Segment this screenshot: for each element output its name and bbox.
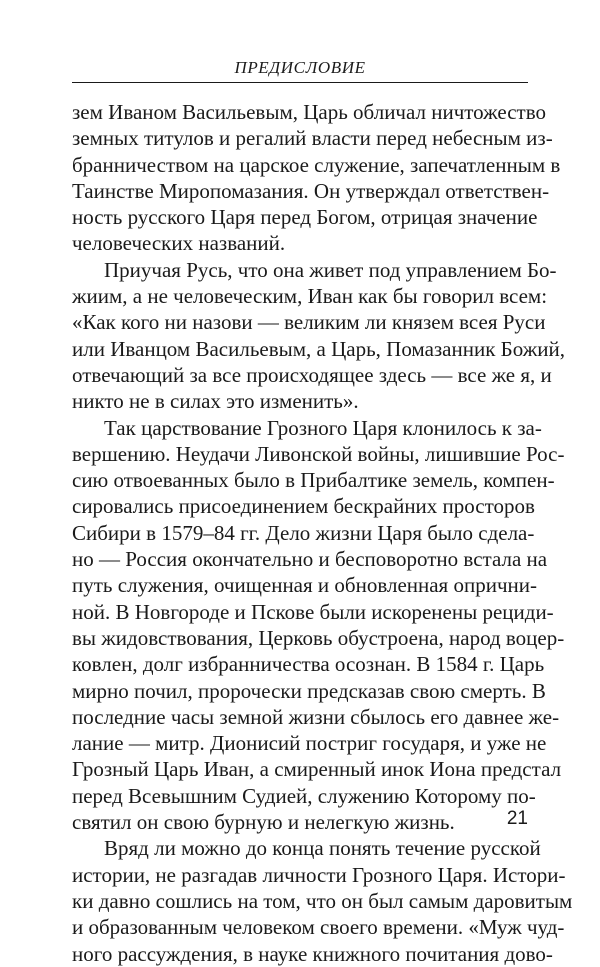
text-line: но — Россия окончательно и бесповоротно встала на xyxy=(72,547,548,572)
text-line: вершению. Неудачи Ливонской войны, лишившие Рос- xyxy=(72,441,565,466)
text-line: мирно почил, пророчески предсказав свою смерть. В xyxy=(72,678,546,703)
text-line: последние часы земной жизни сбылось его давнее же- xyxy=(72,704,560,729)
text-line: ки давно сошлись на том, что он был самым даровитым xyxy=(72,888,573,913)
text-line: вы жидовствования, Церковь обустроена, народ воцер- xyxy=(72,625,565,650)
text-line: никто не в силах это изменить». xyxy=(72,389,359,414)
text-line: путь служения, очищенная и обновленная опрични- xyxy=(72,573,537,598)
text-line: истории, не разгадав личности Грозного Царя. Истори- xyxy=(72,862,566,887)
header-rule xyxy=(72,82,528,83)
text-line: человеческих названий. xyxy=(72,231,286,256)
text-line: святил он свою бурную и нелегкую жизнь. xyxy=(72,810,455,835)
text-line: ковлен, долг избранничества осознан. В 1584 г. Царь xyxy=(72,652,545,677)
text-line: бранничеством на царское служение, запечатленным в xyxy=(72,152,561,177)
text-line: жиим, а не человеческим, Иван как бы говорил всем: xyxy=(72,284,548,309)
text-line: Приучая Русь, что она живет под управлением Бо- xyxy=(104,257,557,282)
text-line: сировались присоединением бескрайних просторов xyxy=(72,494,535,519)
text-line: и образованным человеком своего времени. «Муж чуд- xyxy=(72,915,565,940)
text-line: отвечающий за все происходящее здесь — все же я, и xyxy=(72,362,552,387)
text-line: лание — митр. Дионисий постриг государя, и уже не xyxy=(72,731,547,756)
text-line: Грозный Царь Иван, а смиренный инок Иона предстал xyxy=(72,757,562,782)
text-line: перед Всевышним Судией, служению Которому по- xyxy=(72,783,536,808)
body-text xyxy=(72,99,573,967)
text-line: ность русского Царя перед Богом, отрицая значение xyxy=(72,205,538,230)
running-title: ПРЕДИСЛОВИЕ xyxy=(234,58,366,77)
text-line: ного рассуждения, в науке книжного почитания дово- xyxy=(72,941,553,966)
paragraph-2 xyxy=(72,257,565,415)
text-line: «Как кого ни назови — великим ли князем всея Руси xyxy=(72,310,546,335)
text-line: зем Иваном Васильевым, Царь обличал ничтожество xyxy=(72,100,546,124)
text-line: ной. В Новгороде и Пскове были искоренены рециди- xyxy=(72,599,554,624)
paragraph-3 xyxy=(72,415,565,836)
text-line: Так царствование Грозного Царя клонилось к за- xyxy=(104,415,542,440)
text-line: или Иванцом Васильевым, а Царь, Помазанник Божий, xyxy=(72,336,565,361)
text-line: Сибири в 1579–84 гг. Дело жизни Царя было сдела- xyxy=(72,520,535,545)
text-line: Таинстве Миропомазания. Он утверждал ответствен- xyxy=(72,178,550,203)
text-line: Вряд ли можно до конца понять течение русской xyxy=(104,836,541,861)
paragraph-1 xyxy=(72,99,561,257)
paragraph-4 xyxy=(72,835,573,966)
text-line: сию отвоеванных было в Прибалтике земель, компен- xyxy=(72,468,555,493)
text-line: земных титулов и регалий власти перед небесным из- xyxy=(72,126,553,151)
page-number: 21 xyxy=(506,808,528,829)
